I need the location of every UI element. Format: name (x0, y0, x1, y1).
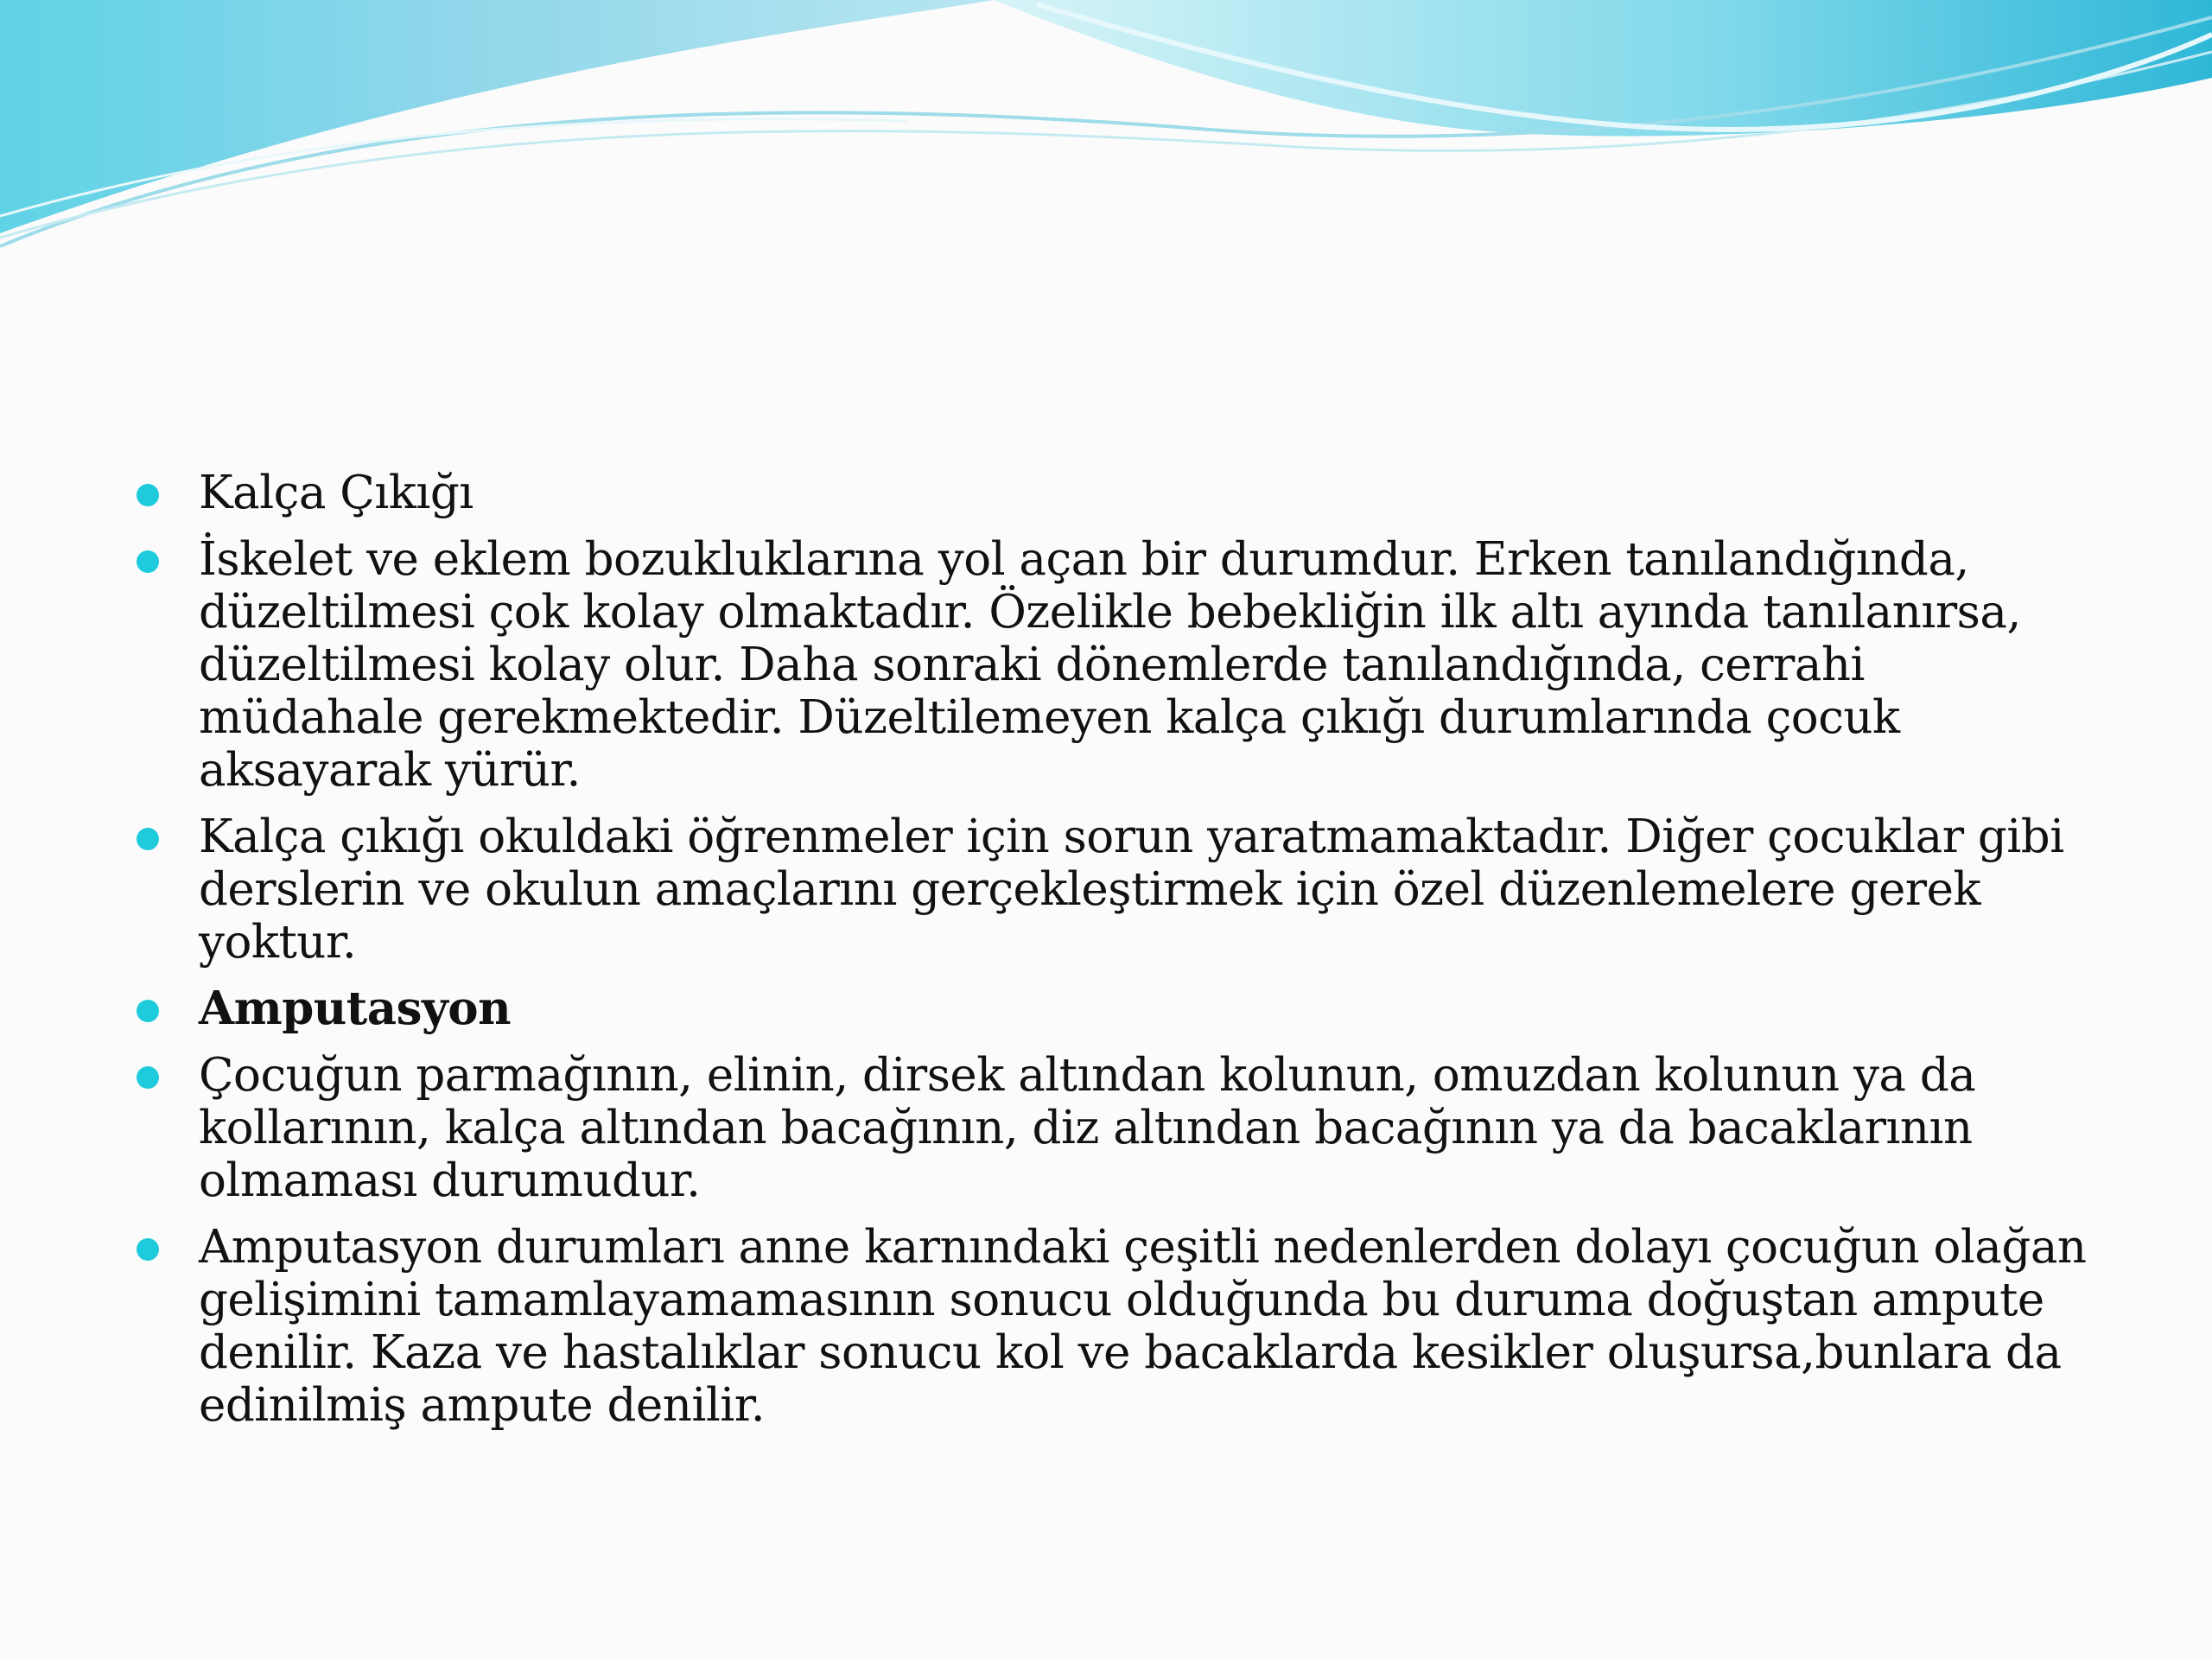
slide-content (130, 467, 2091, 1446)
bullet-heading: Amputasyon (199, 982, 512, 1035)
bullet-text: Çocuğun parmağının, elinin, dirsek altından kolunun, omuzdan kolunun ya da kollarının, kalça altından bacağının, diz altından bacağının ya da bacaklarının olmaması durumudur. (199, 1049, 1976, 1207)
bullet-list (130, 467, 2091, 1432)
bullet-icon (137, 1238, 159, 1261)
bullet-item-okul (130, 810, 2091, 969)
bullet-text: İskelet ve eklem bozukluklarına yol açan bir durumdur. Erken tanılandığında, düzeltilmesi çok kolay olmaktadır. Özelikle bebekliğin ilk altı ayında tanılanırsa, düzeltilmesi kolay olur. Daha sonraki dönemlerde tanılandığında, cerrahi müdahale gerekmektedir. Düzeltilemeyen kalça çıkığı durumlarında çocuk aksayarak yürür. (199, 533, 2021, 797)
bullet-icon (137, 1066, 159, 1089)
bullet-text: Kalça çıkığı okuldaki öğrenmeler için sorun yaratmamaktadır. Diğer çocuklar gibi derslerin ve okulun amaçlarını gerçekleştirmek için özel düzenlemelere gerek yoktur. (199, 810, 2064, 969)
wave-band-right (994, 0, 2212, 137)
header-wave-decoration (0, 0, 2212, 259)
bullet-item-amputasyon-nedenler (130, 1221, 2091, 1432)
bullet-icon (137, 484, 159, 506)
bullet-icon (137, 828, 159, 850)
bullet-icon (137, 550, 159, 573)
bullet-item-amputasyon-tanim (130, 1049, 2091, 1207)
bullet-icon (137, 1000, 159, 1022)
bullet-item-iskelet (130, 533, 2091, 797)
bullet-item-kalca-cikigi (130, 467, 2091, 519)
bullet-item-amputasyon-heading (130, 982, 2091, 1035)
bullet-text: Amputasyon durumları anne karnındaki çeşitli nedenlerden dolayı çocuğun olağan gelişimini tamamlayamamasının sonucu olduğunda bu duruma doğuştan ampute denilir. Kaza ve hastalıklar sonucu kol ve bacaklarda kesikler oluşursa,bunlara da edinilmiş ampute denilir. (199, 1221, 2087, 1432)
bullet-text: Kalça Çıkığı (199, 467, 474, 519)
